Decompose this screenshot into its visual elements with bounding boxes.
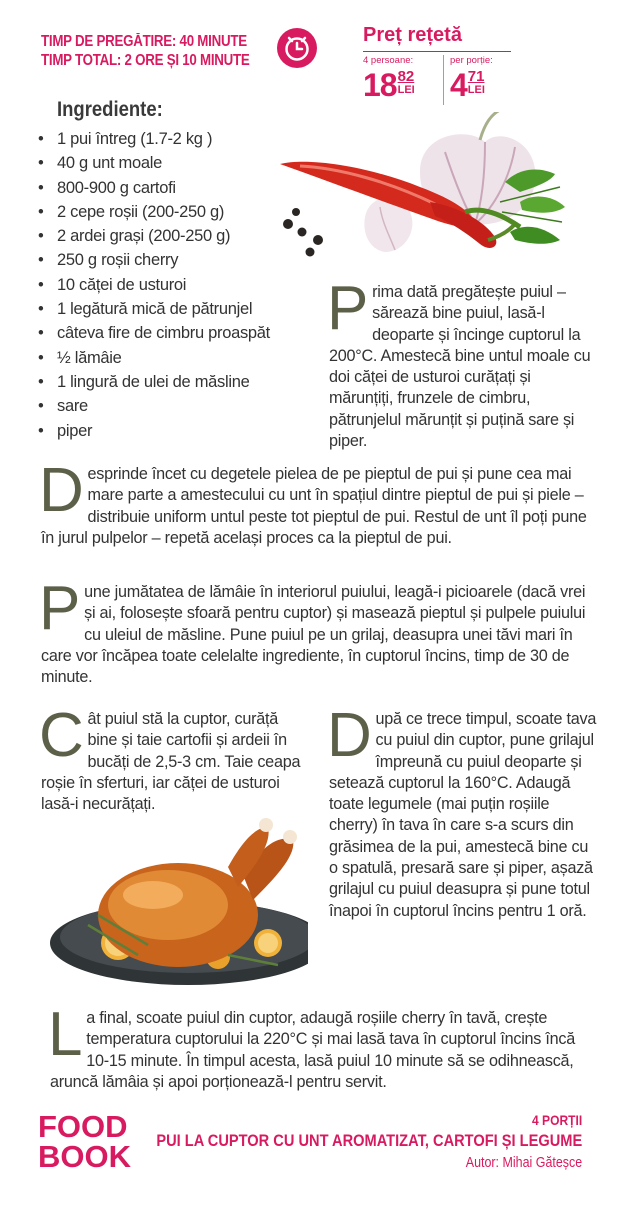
step-2 (39, 456, 596, 549)
step-text: rima dată pregătește puiul – sărează bine puiul, lasă-l deoparte și încinge cuptorul la 200°C. Amestecă bine untul moale cu doi căței de usturoi curățați și mărunțiți, frunzele de cimbru, pătrunjelul mărunțit și puțină sare și piper. (329, 283, 591, 451)
price-portion-dec: 71 (467, 68, 485, 85)
recipe-title: PUI LA CUPTOR CU UNT AROMATIZAT, CARTOFI ȘI LEGUME (156, 1131, 582, 1150)
ingredients-list (38, 127, 270, 443)
step-4 (39, 701, 311, 815)
list-item: • 10 căței de usturoi (38, 273, 270, 297)
prep-time: TIMP DE PREGĂTIRE: 40 MINUTE (41, 33, 247, 50)
servings: 4 PORȚII (531, 1112, 582, 1128)
total-time: TIMP TOTAL: 2 ORE ȘI 10 MINUTE (41, 52, 250, 69)
roast-chicken-illustration (28, 815, 308, 990)
step-3 (39, 574, 599, 688)
step-text: esprinde încet cu degetele pielea de pe pieptul de pui și pune cea mai mare parte a amestecului cu unt în spațiul dintre pieptul de pui și piele – distribuie uniform untul peste tot pieptul de pui. Restul de unt îl poți pune în jurul pulpelor – repetă același proces ca la pieptul de pui. (41, 465, 587, 547)
drop-cap: L (48, 1000, 83, 1069)
price-portion-int: 4 (450, 67, 467, 103)
step-6 (48, 1000, 590, 1093)
price-total (363, 55, 443, 105)
drop-cap: P (327, 274, 369, 343)
list-item: • 1 legătură mică de pătrunjel (38, 297, 270, 321)
drop-cap: C (39, 701, 84, 770)
price-persons-label: 4 persoane: (363, 55, 414, 66)
clock-icon (277, 28, 317, 68)
step-text: une jumătatea de lămâie în interiorul puiului, leagă-i picioarele (dacă vrei și ai, folosește sfoară pentru cuptor) și masează pieptul și pulpele puiului cu uleiul de măsline. Pune puiul pe un grilaj, deasupra unei tăvi mari în care vor încăpea toate celelalte ingrediente, în cuptorul încins, timp de 30 de minute. (41, 583, 586, 687)
price-portion-label: per porție: (450, 55, 493, 66)
list-item: • 800-900 g cartofi (38, 176, 270, 200)
list-item: • 40 g unt moale (38, 151, 270, 175)
step-1 (327, 274, 591, 452)
step-text: a final, scoate puiul din cuptor, adaugă roșiile cherry în tavă, crește temperatura cuptorului la 220°C și mai lasă tava în cuptorul încins încă 10-15 minute. În timpul acesta, lasă puiul 10 minute să se odihnească, aruncă lămâia și apoi porționează-l pentru servit. (50, 1009, 575, 1091)
drop-cap: P (39, 574, 81, 643)
list-item: • ½ lămâie (38, 346, 270, 370)
list-item: • 1 lingură de ulei de măsline (38, 370, 270, 394)
price-persons-dec: 82 (397, 68, 415, 85)
ingredients-title: Ingrediente: (57, 98, 163, 121)
logo-top: FOOD (38, 1109, 128, 1144)
step-text: upă ce trece timpul, scoate tava cu puiul din cuptor, pune grilajul împreună cu puiul deoparte și setează cuptorul la 160°C. Adaugă toate legumele (mai puțin roșiile cherry) în tava în care s-a scurs din grăsimea de la pui, amestecă bine cu o spatulă, presară sare și piper, așază grilajul cu puiul deasupra și pune totul înapoi în cuptorul încins pentru 1 oră. (329, 710, 597, 920)
list-item: • 2 cepe roșii (200-250 g) (38, 200, 270, 224)
step-5 (327, 701, 597, 922)
list-item: • 1 pui întreg (1.7-2 kg ) (38, 127, 270, 151)
price-currency: LEI (467, 84, 485, 96)
list-item: • sare (38, 394, 270, 418)
recipe-footer (87, 1110, 582, 1174)
author: Autor: Mihai Găteșce (465, 1155, 582, 1171)
price-title: Preț rețetă (363, 24, 462, 46)
list-item: • 2 ardei grași (200-250 g) (38, 224, 270, 248)
vegetables-illustration (270, 112, 570, 270)
list-item: • 250 g roșii cherry (38, 248, 270, 272)
price-persons-int: 18 (363, 67, 397, 103)
drop-cap: D (39, 456, 84, 525)
step-text: ât puiul stă la cuptor, curăță bine și taie cartofii și ardeii în bucăți de 2,5-3 cm. Taie ceapa roșie în sferturi, iar căței de usturoi lasă-i necurățați. (41, 710, 301, 814)
price-currency: LEI (397, 84, 415, 96)
logo-bottom: BOOK (38, 1139, 131, 1174)
price-divider (363, 51, 511, 52)
recipe-price (363, 24, 513, 105)
drop-cap: D (327, 701, 372, 770)
list-item: • piper (38, 419, 270, 443)
price-per-portion (443, 55, 513, 105)
time-info (41, 32, 250, 70)
list-item: • câteva fire de cimbru proaspăt (38, 321, 270, 345)
